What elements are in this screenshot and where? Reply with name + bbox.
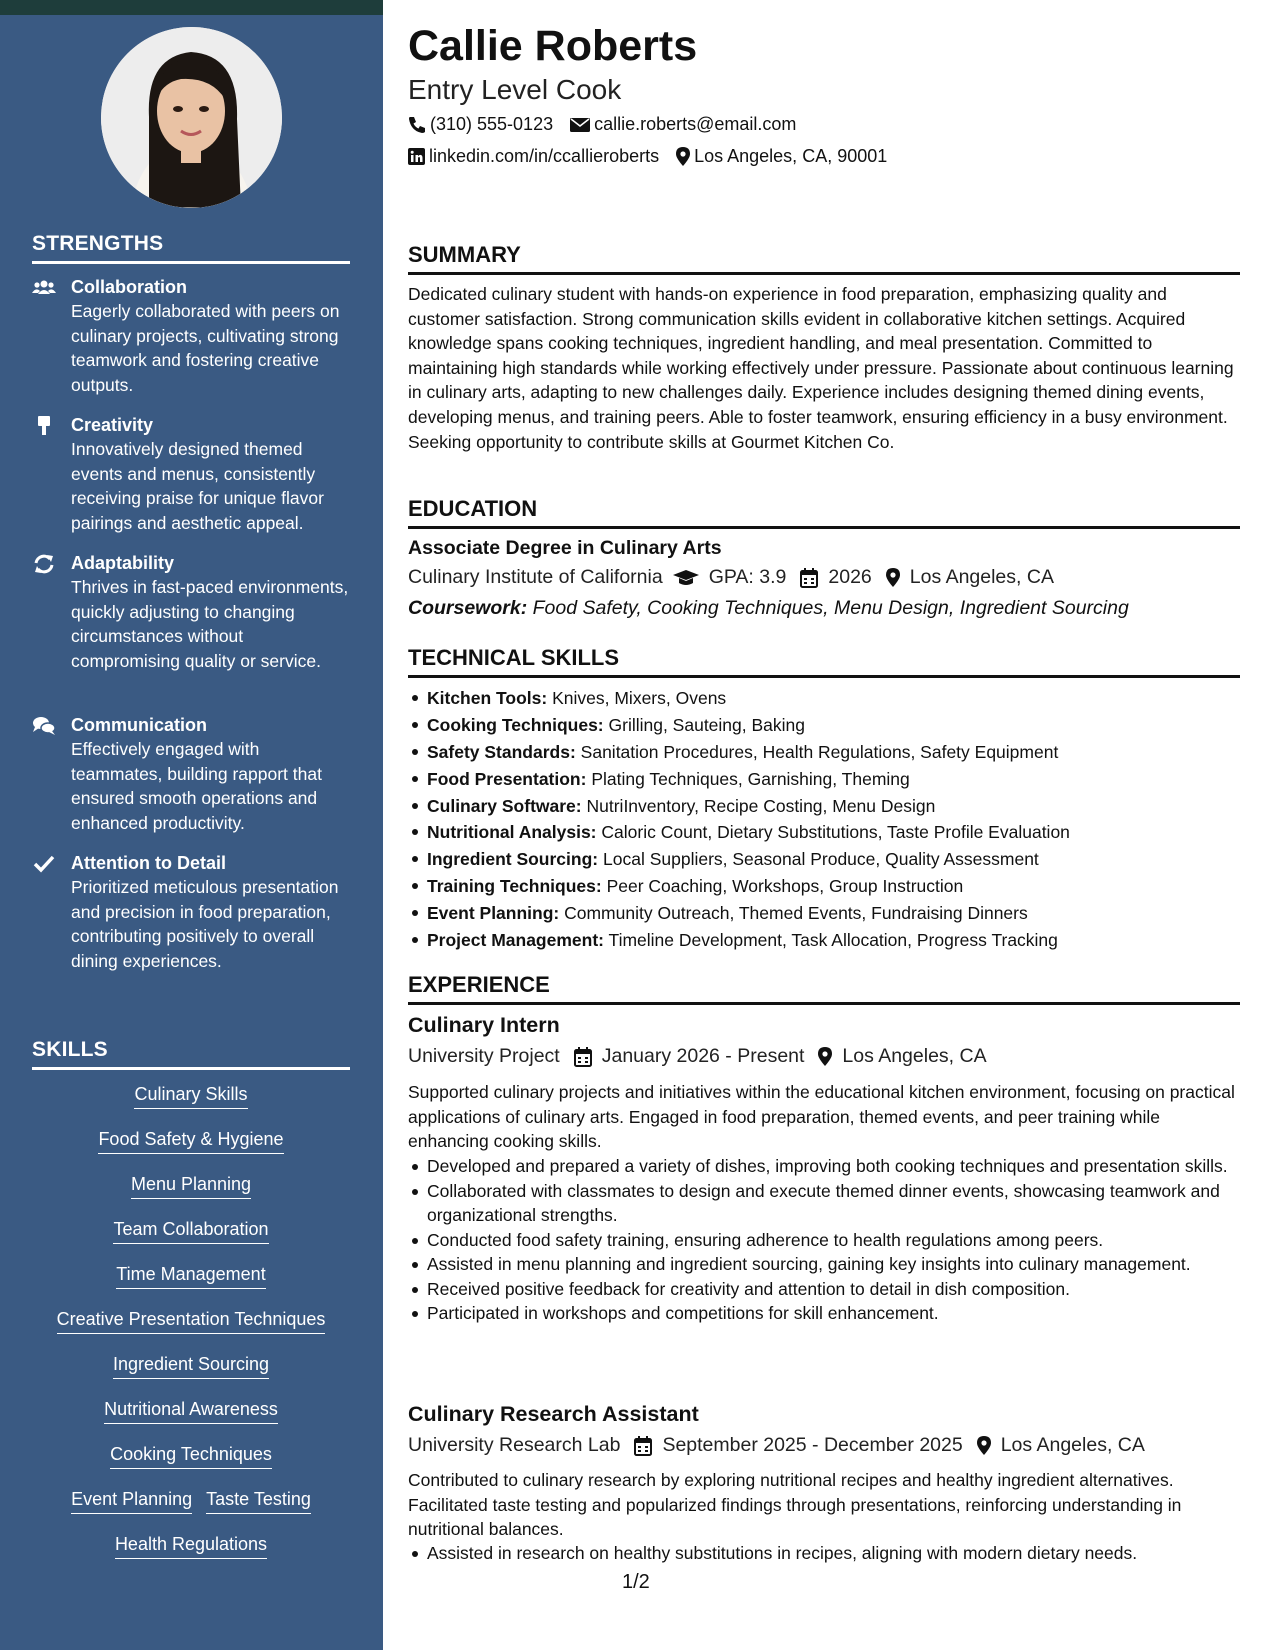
list-item: [408, 846, 1240, 873]
check-icon: [32, 854, 56, 874]
strength-desc: Prioritized meticulous presentation and precision in food preparation, contributing positively to overall dining experiences.: [71, 877, 339, 971]
phone-text[interactable]: (310) 555-0123: [430, 114, 554, 134]
gpa-text: GPA: 3.9: [708, 566, 787, 588]
job-title: Culinary Research Assistant: [408, 1402, 699, 1426]
linkedin-item: [408, 146, 659, 167]
education-location: Los Angeles, CA: [909, 566, 1054, 588]
job-bullets: [408, 1541, 1240, 1566]
degree-title: Associate Degree in Culinary Arts: [408, 537, 722, 559]
skill-chip: Event Planning: [71, 1489, 192, 1514]
strengths-heading: STRENGTHS: [32, 232, 350, 264]
skill-chip: Menu Planning: [131, 1174, 251, 1199]
location-item: [676, 146, 887, 167]
technical-skills-heading: TECHNICAL SKILLS: [408, 645, 1240, 678]
summary-text: Dedicated culinary student with hands-on experience in food preparation, emphasizing quality and customer satisfaction. Strong communication skills evident in collaborative kitchen settings. Acquired knowledge spans cooking techniques, ingredient handling, and meal presentation. Committed to maintaining high standards while working effectively under pressure. Passionate about continuous learning in culinary arts, adapting to new challenges daily. Experience includes designing themed dining events, developing menus, and training peers. Able to foster teamwork, ensuring efficiency in a busy environment. Seeking opportunity to contribute skills at Gourmet Kitchen Co.: [408, 284, 1234, 452]
strength-title: Attention to Detail: [71, 853, 226, 873]
strength-item: [32, 552, 352, 673]
coursework-text: Food Safety, Cooking Techniques, Menu Design, Ingredient Sourcing: [532, 597, 1129, 619]
envelope-icon: [570, 117, 590, 133]
skill-label: Food Presentation:: [427, 768, 587, 789]
skill-value: Local Suppliers, Seasonal Produce, Quality Assessment: [603, 849, 1039, 870]
map-pin-icon: [977, 1436, 991, 1455]
skill-label: Nutritional Analysis:: [427, 822, 597, 843]
experience-heading: EXPERIENCE: [408, 972, 1240, 1005]
skill-value: Plating Techniques, Garnishing, Theming: [591, 768, 910, 789]
skill-value: Community Outreach, Themed Events, Fundraising Dinners: [564, 903, 1028, 924]
candidate-role: Entry Level Cook: [408, 74, 622, 105]
skill-value: Sanitation Procedures, Health Regulations, Safety Equipment: [580, 741, 1059, 762]
list-item: [408, 739, 1240, 766]
job-dates: September 2025 - December 2025: [662, 1434, 963, 1456]
list-item: [408, 685, 1240, 712]
skill-chip: Nutritional Awareness: [104, 1399, 278, 1424]
list-item: Conducted food safety training, ensuring adherence to health regulations among peers.: [408, 1228, 1240, 1253]
job-title: Culinary Intern: [408, 1013, 560, 1037]
phone-icon: [408, 116, 426, 134]
profile-photo: [101, 27, 282, 208]
skills-list: [32, 1084, 350, 1579]
job-location: Los Angeles, CA: [842, 1045, 987, 1067]
summary-heading: SUMMARY: [408, 242, 1240, 275]
job-location: Los Angeles, CA: [1000, 1434, 1145, 1456]
strength-item: [32, 714, 352, 835]
skill-label: Ingredient Sourcing:: [427, 849, 599, 870]
strength-item: [32, 852, 352, 973]
list-item: [408, 712, 1240, 739]
graduation-cap-icon: [673, 569, 699, 587]
page-number: 1/2: [622, 1571, 650, 1593]
skill-chip: Creative Presentation Techniques: [57, 1309, 326, 1334]
strength-title: Adaptability: [71, 553, 175, 573]
skill-label: Cooking Techniques:: [427, 714, 604, 735]
list-item: Assisted in research on healthy substitutions in recipes, aligning with modern dietary needs.: [408, 1541, 1240, 1566]
skill-value: Peer Coaching, Workshops, Group Instruction: [606, 876, 964, 897]
email-item: [570, 114, 796, 135]
list-item: Received positive feedback for creativity and attention to detail in dish composition.: [408, 1277, 1240, 1302]
skill-label: Project Management:: [427, 930, 604, 951]
job-org: University Research Lab: [408, 1434, 621, 1456]
list-item: Developed and prepared a variety of dishes, improving both cooking techniques and presentation skills.: [408, 1154, 1240, 1179]
strength-desc: Innovatively designed themed events and menus, consistently receiving praise for unique flavor pairings and aesthetic appeal.: [71, 439, 324, 533]
calendar-icon: [634, 1436, 652, 1456]
technical-skills-list: [408, 685, 1240, 954]
candidate-name: Callie Roberts: [408, 22, 698, 70]
strength-desc: Effectively engaged with teammates, building rapport that ensured smooth operations and enhanced productivity.: [71, 739, 322, 833]
list-item: [408, 900, 1240, 927]
map-pin-icon: [818, 1047, 832, 1066]
list-item: [408, 793, 1240, 820]
skill-value: NutriInventory, Recipe Costing, Menu Design: [586, 795, 936, 816]
list-item: [408, 873, 1240, 900]
skill-label: Kitchen Tools:: [427, 688, 548, 708]
school-name: Culinary Institute of California: [408, 566, 663, 588]
list-item: Collaborated with classmates to design and execute themed dinner events, showcasing teamwork and organizational strengths.: [408, 1179, 1240, 1228]
skills-heading: SKILLS: [32, 1038, 350, 1070]
skill-value: Timeline Development, Task Allocation, Progress Tracking: [608, 930, 1058, 951]
skill-chip: Food Safety & Hygiene: [98, 1129, 283, 1154]
job-bullets: [408, 1154, 1240, 1326]
job-meta: [408, 1434, 1159, 1457]
skill-value: Knives, Mixers, Ovens: [552, 688, 727, 708]
email-link[interactable]: callie.roberts@email.com: [594, 114, 797, 134]
users-icon: [32, 278, 56, 298]
list-item: Assisted in menu planning and ingredient sourcing, gaining key insights into culinary management.: [408, 1252, 1240, 1277]
skill-chip: Ingredient Sourcing: [113, 1354, 269, 1379]
strength-desc: Thrives in fast-paced environments, quickly adjusting to changing circumstances without compromising quality or service.: [71, 577, 349, 671]
list-item: [408, 766, 1240, 793]
skill-chip: Taste Testing: [206, 1489, 311, 1514]
list-item: [408, 819, 1240, 846]
contact-row: [408, 146, 904, 167]
strength-title: Collaboration: [71, 277, 187, 297]
sidebar-top-bar: [0, 0, 383, 15]
calendar-icon: [574, 1047, 592, 1067]
skill-chip: Time Management: [116, 1264, 265, 1289]
skill-label: Training Techniques:: [427, 876, 602, 897]
chat-icon: [32, 716, 56, 736]
skill-value: Caloric Count, Dietary Substitutions, Taste Profile Evaluation: [601, 822, 1070, 843]
list-item: [408, 927, 1240, 954]
skill-chip: Health Regulations: [115, 1534, 267, 1559]
skill-value: Grilling, Sauteing, Baking: [608, 714, 805, 735]
graduation-year: 2026: [828, 566, 872, 588]
coursework-line: [408, 597, 1129, 620]
job-summary: Contributed to culinary research by exploring nutritional recipes and healthy ingredient alternatives. Facilitated taste testing and popularized findings through presentations, reinforcing understanding in nutritional balances.: [408, 1470, 1182, 1540]
location-text: Los Angeles, CA, 90001: [694, 146, 888, 166]
job-summary: Supported culinary projects and initiatives within the educational kitchen environment, focusing on practical applications of culinary arts. Engaged in food preparation, themed events, and peer training while enhancing cooking skills.: [408, 1082, 1235, 1152]
skill-chip: Culinary Skills: [134, 1084, 247, 1109]
linkedin-icon: [408, 148, 425, 165]
education-heading: EDUCATION: [408, 496, 1240, 529]
strength-item: [32, 276, 352, 397]
education-meta: [408, 566, 1068, 589]
coursework-label: Coursework:: [408, 597, 528, 619]
refresh-icon: [32, 554, 56, 574]
strength-title: Creativity: [71, 415, 154, 435]
skill-label: Safety Standards:: [427, 741, 576, 762]
phone-item: [408, 114, 553, 135]
job-dates: January 2026 - Present: [601, 1045, 805, 1067]
list-item: Participated in workshops and competitions for skill enhancement.: [408, 1301, 1240, 1326]
skill-label: Event Planning:: [427, 903, 560, 924]
map-pin-icon: [886, 568, 900, 587]
job-meta: [408, 1045, 1001, 1068]
linkedin-link[interactable]: linkedin.com/in/ccallieroberts: [429, 146, 660, 166]
contact-row: [408, 114, 813, 135]
strength-desc: Eagerly collaborated with peers on culinary projects, cultivating strong teamwork and fostering creative outputs.: [71, 301, 340, 395]
skill-label: Culinary Software:: [427, 795, 582, 816]
paintbrush-icon: [32, 416, 56, 436]
calendar-icon: [800, 568, 818, 588]
map-pin-icon: [676, 147, 690, 166]
job-org: University Project: [408, 1045, 560, 1067]
strength-item: [32, 414, 352, 535]
skill-chip: Team Collaboration: [113, 1219, 268, 1244]
strength-title: Communication: [71, 715, 208, 735]
skill-chip: Cooking Techniques: [110, 1444, 272, 1469]
